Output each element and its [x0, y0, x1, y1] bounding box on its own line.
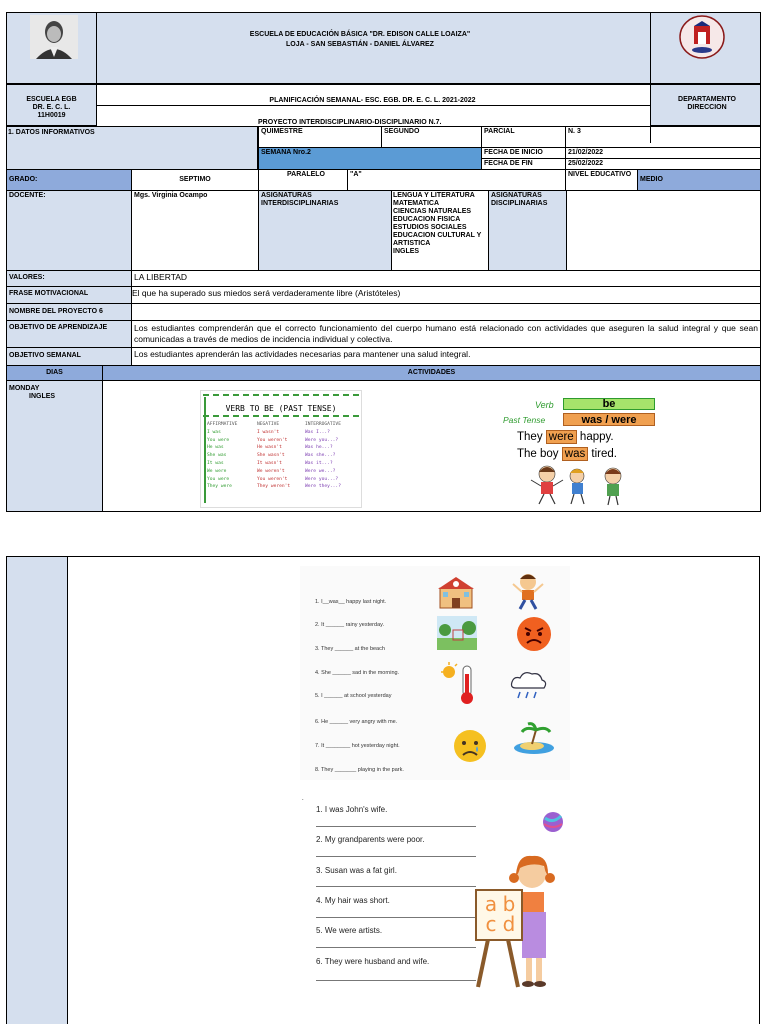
semana-cell: SEMANA Nro.2	[258, 147, 482, 170]
was-were-chart	[497, 394, 662, 506]
verb-cell: It was	[207, 460, 224, 466]
section-label: 1. DATOS INFORMATIVOS	[8, 129, 95, 136]
nivel-label: NIVEL EDUCATIVO	[565, 169, 638, 191]
sentence-1: They were happy.	[517, 431, 614, 443]
rewrite-item: 2. My grandparents were poor.	[316, 835, 425, 844]
verb-cell: Were you...?	[305, 437, 339, 443]
objetivo-label: OBJETIVO DE APRENDIZAJE	[6, 320, 132, 348]
verb-cell: Was it...?	[305, 460, 333, 466]
plan-title: PLANIFICACIÓN SEMANAL- ESC. EGB. DR. E. C. L. 2021-2022	[269, 97, 476, 104]
obj-sem-value: Los estudiantes aprenderán las actividades necesarias para mantener una salud integral.	[131, 347, 761, 366]
parcial-label: PARCIAL	[481, 126, 566, 148]
asignatura-item: EDUCACION CULTURAL Y ARTISTICA	[393, 232, 482, 247]
asignatura-item: INGLES	[393, 248, 420, 255]
exercise-item: 6. He ______ very angry with me.	[315, 719, 398, 725]
verb-row	[207, 429, 359, 437]
verb-cell: He wasn't	[257, 445, 282, 451]
asignatura-item: LENGUA Y LITERATURA	[393, 192, 475, 199]
rewrite-item: 1. I was John's wife.	[316, 805, 388, 814]
fecha-inicio-value: 21/02/2022	[565, 147, 761, 159]
asignatura-item: MATEMATICA	[393, 200, 440, 207]
exercise-item: 7. It ________ hot yesterday night.	[315, 743, 400, 749]
rewrite-item: 6. They were husband and wife.	[316, 957, 430, 966]
sentence-2: The boy was tired.	[517, 448, 617, 460]
easel-letters: a b c d	[484, 892, 516, 936]
verb-cell: Were you...?	[305, 476, 339, 482]
verb-header: AFFIRMATIVE	[207, 422, 238, 427]
obj-sem-label: OBJETIVO SEMANAL	[6, 347, 132, 366]
cartoon-kids-icon	[525, 462, 635, 506]
verb-cell: Was he...?	[305, 445, 333, 451]
department-label: DEPARTAMENTO DIRECCION	[678, 96, 736, 111]
verb-cell: He was	[207, 445, 224, 451]
grado-label: GRADO:	[6, 169, 132, 191]
verb-cell: Were they...?	[305, 484, 341, 490]
valores-label: VALORES:	[6, 270, 132, 287]
actividades-header: ACTIVIDADES	[102, 365, 761, 381]
school-name: ESCUELA DE EDUCACIÓN BÁSICA "DR. EDISON CALLE LOAIZA"	[249, 31, 471, 38]
verb-to-be-chart	[200, 390, 362, 508]
park-icon	[437, 616, 477, 650]
verb-label: Verb	[535, 400, 554, 410]
past-label: Past Tense	[503, 415, 546, 425]
verb-row	[207, 444, 359, 452]
verb-cell: It wasn't	[257, 460, 282, 466]
exercise-item: 8. They _______ playing in the park.	[315, 767, 404, 773]
dot-mark: .	[302, 796, 304, 802]
hot-thermometer-icon	[441, 662, 481, 706]
verb-chart-title: VERB TO BE (PAST TENSE)	[225, 404, 337, 413]
grado-value: SEPTIMO	[131, 169, 259, 191]
quimestre-label: QUIMESTRE	[258, 126, 382, 148]
docente-label: DOCENTE:	[6, 190, 132, 271]
docente-value: Mgs. Virginia Ocampo	[131, 190, 259, 271]
worksheet-day-column	[7, 557, 68, 1024]
verb-cell: They were	[207, 484, 232, 490]
school-code-2: DR. E. C. L.	[32, 104, 71, 111]
paralelo-value: "A"	[347, 169, 566, 191]
founder-portrait	[30, 15, 78, 59]
school-code-3: 11H0019	[37, 112, 66, 119]
beach-island-icon	[512, 722, 556, 756]
day-label: MONDAY	[9, 385, 40, 392]
school-location: LOJA - SAN SEBASTIÁN - DANIEL ÁLVAREZ	[286, 41, 434, 48]
exercise-item: 1. I__was__ happy last night.	[315, 599, 387, 605]
verb-row	[207, 468, 359, 476]
asignatura-item: ESTUDIOS SOCIALES	[393, 224, 467, 231]
verb-table	[207, 421, 359, 491]
verb-cell: I wasn't	[257, 429, 280, 435]
verb-cell: Was she...?	[305, 453, 336, 459]
ball-icon	[540, 810, 566, 834]
rewrite-item: 5. We were artists.	[316, 926, 383, 935]
fecha-inicio-label: FECHA DE INICIO	[481, 147, 566, 159]
angry-face-icon	[515, 615, 553, 653]
nombre-value	[131, 303, 761, 321]
asig-disc-label: ASIGNATURAS DISCIPLINARIAS	[488, 190, 567, 271]
past-value: was / were	[563, 413, 655, 426]
verb-cell: We were	[207, 468, 227, 474]
frase-value: El que ha superado sus miedos será verdaderamente libre (Aristóteles)	[131, 286, 761, 304]
fecha-fin-label: FECHA DE FIN	[481, 158, 566, 170]
asignatura-item: EDUCACION FISICA	[393, 216, 461, 223]
exercise-item: 4. She ______ sad in the morning.	[315, 670, 400, 676]
paralelo-label: PARALELO	[258, 169, 348, 191]
nombre-label: NOMBRE DEL PROYECTO 6	[6, 303, 132, 321]
verb-cell: You weren't	[257, 437, 288, 443]
verb-header: INTERROGATIVE	[305, 422, 341, 427]
verb-cell: Were we...?	[305, 468, 336, 474]
quimestre-value: SEGUNDO	[381, 126, 482, 148]
frase-label: FRASE MOTIVACIONAL	[6, 286, 132, 304]
asig-inter-label: ASIGNATURAS INTERDISCIPLINARIAS	[258, 190, 392, 271]
exercise-item: 2. It ______ rainy yesterday.	[315, 622, 384, 628]
school-code-1: ESCUELA EGB	[26, 96, 77, 103]
exercise-item: 3. They ______ at the beach	[315, 646, 385, 652]
girl-easel-illustration	[468, 852, 572, 992]
asignaturas-list	[391, 190, 489, 271]
school-logo	[673, 14, 731, 60]
asig-disc-value	[566, 190, 761, 271]
happy-kid-icon	[508, 570, 548, 610]
dias-header: DIAS	[6, 365, 103, 381]
valores-value: LA LIBERTAD	[131, 270, 761, 287]
rainy-cloud-icon	[508, 668, 548, 702]
subject-label: INGLES	[29, 393, 56, 400]
asignatura-item: CIENCIAS NATURALES	[393, 208, 472, 215]
verb-row	[207, 437, 359, 445]
sad-face-icon	[452, 728, 488, 764]
school-icon	[436, 574, 476, 610]
verb-value: be	[563, 398, 655, 410]
objetivo-value: Los estudiantes comprenderán que el correcto funcionamiento del cuerpo humano está relacionado con actividades que aseguren la salud integral y que sean comunicadas a través de medios de incidencia individual y colectiva.	[131, 320, 761, 348]
verb-row	[207, 460, 359, 468]
verb-cell: You were	[207, 476, 230, 482]
verb-row	[207, 483, 359, 491]
rewrite-item: 3. Susan was a fat girl.	[316, 866, 397, 875]
fecha-fin-value: 25/02/2022	[565, 158, 761, 170]
verb-cell: She was	[207, 453, 227, 459]
verb-row	[207, 452, 359, 460]
verb-cell: You weren't	[257, 476, 288, 482]
nivel-value: MEDIO	[637, 169, 761, 191]
verb-cell: They weren't	[257, 484, 291, 490]
day-cell	[6, 380, 103, 512]
verb-cell: Was I...?	[305, 429, 330, 435]
rewrite-item: 4. My hair was short.	[316, 896, 390, 905]
verb-cell: I was	[207, 429, 221, 435]
exercise-item: 5. I ______ at school yesterday	[315, 693, 392, 699]
parcial-value: N. 3	[565, 126, 761, 148]
project-title: PROYECTO INTERDISCIPLINARIO-DISCIPLINARIO N.7.	[258, 119, 442, 126]
verb-cell: You were	[207, 437, 230, 443]
verb-cell: She wasn't	[257, 453, 285, 459]
verb-header: NEGATIVE	[257, 422, 280, 427]
verb-cell: We weren't	[257, 468, 285, 474]
verb-row	[207, 476, 359, 484]
